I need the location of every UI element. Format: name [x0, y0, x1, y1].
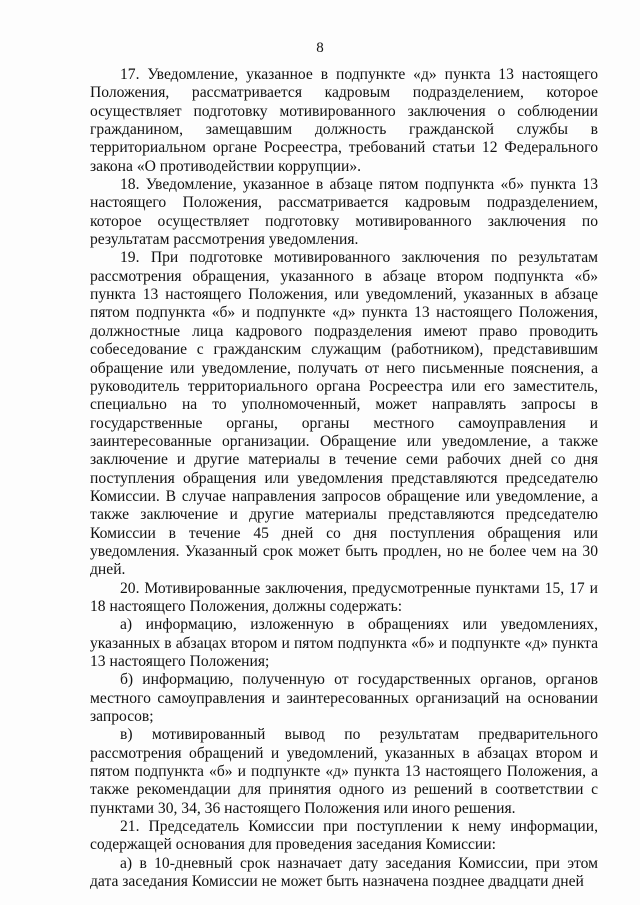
document-body: [90, 66, 598, 891]
paragraph-20-b: б) информацию, полученную от государственных органов, органов местного самоуправления и заинтересованных организаций на основании запросов;: [90, 671, 598, 726]
paragraph-20-a: а) информацию, изложенную в обращениях или уведомлениях, указанных в абзацах втором и пятом подпункта «б» и подпункте «д» пункта 13 настоящего Положения;: [90, 616, 598, 670]
paragraph-21: 21. Председатель Комиссии при поступлении к нему информации, содержащей основания для проведения заседания Комиссии:: [90, 818, 598, 854]
paragraph-18: 18. Уведомление, указанное в абзаце пятом подпункта «б» пункта 13 настоящего Положения, рассматривается кадровым подразделением, которое осуществляет подготовку мотивированного заключения по результатам рассмотрения уведомления.: [90, 176, 598, 249]
paragraph-21-a: а) в 10-дневный срок назначает дату заседания Комиссии, при этом дата заседания Комиссии не может быть назначена позднее двадцати дней: [90, 854, 598, 891]
paragraph-20: 20. Мотивированные заключения, предусмотренные пунктами 15, 17 и 18 настоящего Положения, должны содержать:: [90, 579, 598, 615]
page-number: 8: [316, 40, 324, 56]
paragraph-19: 19. При подготовке мотивированного заключения по результатам рассмотрения обращения, указанного в абзаце втором подпункта «б» пункта 13 настоящего Положения, или уведомлений, указанных в абзаце пятом подпункта «б» и подпункте «д» пункта 13 настоящего Положения, должностные лица кадрового подразделения имеют право проводить собеседование с гражданским служащим (работником), представившим обращение или уведомление, получать от него письменные пояснения, а руководитель территориального органа Росреестра или его заместитель, специально на то уполномоченный, может направлять запросы в государственные органы, органы местного самоуправления и заинтересованные организации. Обращение или уведомление, а также заключение и другие материалы в течение семи рабочих дней со дня поступления обращения или уведомления представляются председателю Комиссии. В случае направления запросов обращение или уведомление, а также заключение и другие материалы представляются председателю Комиссии в течение 45 дней со дня поступления обращения или уведомления. Указанный срок может быть продлен, но не более чем на 30 дней.: [90, 249, 598, 579]
paragraph-17: 17. Уведомление, указанное в подпункте «д» пункта 13 настоящего Положения, рассматривается кадровым подразделением, которое осуществляет подготовку мотивированного заключения о соблюдении гражданином, замещавшим должность гражданской службы в территориальном органе Росреестра, требований статьи 12 Федерального закона «О противодействии коррупции».: [90, 66, 598, 175]
paragraph-20-v: в) мотивированный вывод по результатам предварительного рассмотрения обращений и уведомлений, указанных в абзацах втором и пятом подпункта «б» и подпункте «д» пункта 13 настоящего Положения, а также рекомендации для принятия одного из решений в соответствии с пунктами 30, 34, 36 настоящего Положения или иного решения.: [90, 726, 598, 817]
